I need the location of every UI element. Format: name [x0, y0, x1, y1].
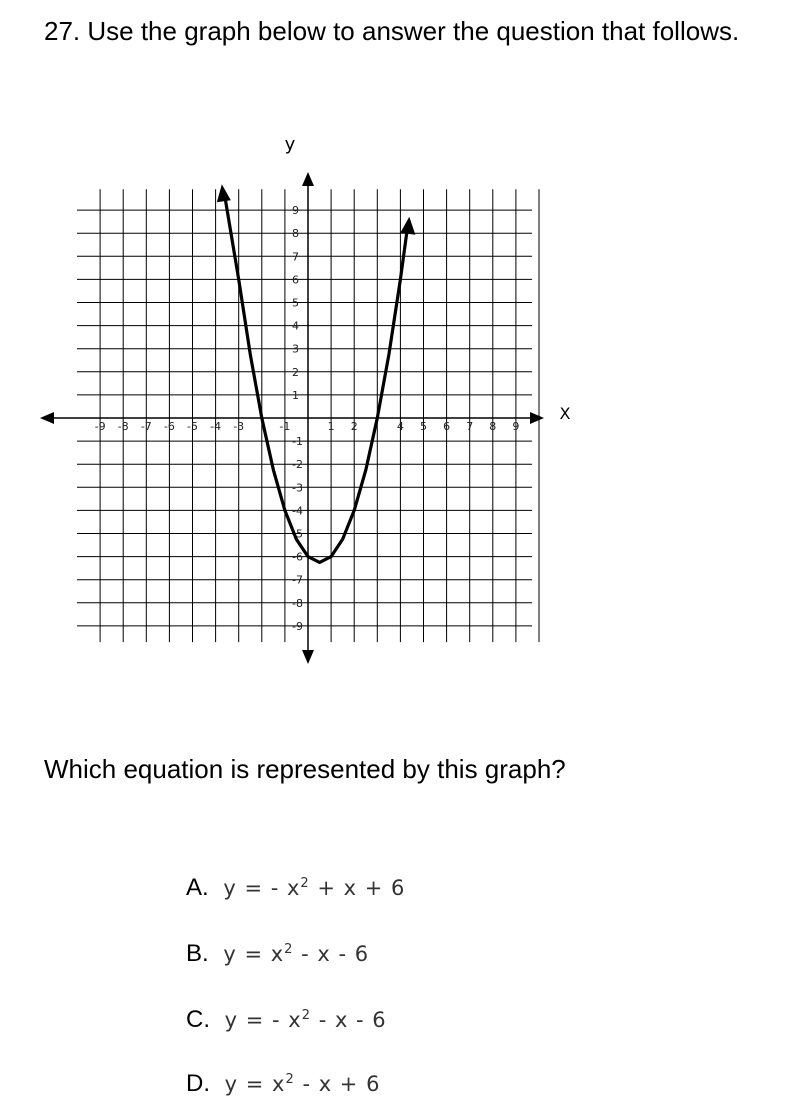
y-axis-top-arrow [302, 172, 314, 186]
y-tick-label: -6 [292, 550, 303, 564]
choice-d[interactable] [186, 1070, 380, 1098]
y-tick-label: -3 [292, 481, 303, 495]
parabola-line [225, 196, 407, 562]
x-axis-right-arrow [530, 412, 544, 424]
y-tick-label: 2 [292, 365, 299, 379]
y-tick-label: 3 [292, 342, 299, 356]
y-tick-label: 5 [292, 296, 299, 310]
axes [40, 172, 544, 664]
y-tick-label: 6 [292, 273, 299, 287]
y-tick-label: -5 [292, 527, 303, 541]
y-tick-label: -4 [292, 504, 303, 518]
x-tick-label: -5 [187, 420, 198, 433]
y-axis-bottom-arrow [302, 650, 314, 664]
choice-letter: B. [186, 940, 209, 967]
x-tick-label: 2 [350, 420, 358, 433]
y-tick-label: -1 [292, 435, 303, 449]
x-tick-label: 4 [396, 420, 404, 433]
x-tick-label: 7 [466, 420, 474, 433]
x-axis-label: X [559, 404, 571, 423]
y-tick-label: -8 [292, 596, 303, 610]
choice-b[interactable] [186, 940, 369, 968]
x-tick-label: 8 [489, 420, 497, 433]
choice-letter: A. [186, 874, 209, 901]
x-tick-label: -7 [140, 420, 152, 433]
x-tick-label: -9 [94, 420, 106, 433]
choice-equation: $y = x^2 - x + 6$ [224, 1072, 381, 1096]
x-tick-label: -8 [117, 420, 129, 433]
y-tick-label: 7 [292, 250, 299, 264]
x-tick-label: -4 [210, 420, 222, 433]
choice-equation: y = - $x^2 + x + 6$ [223, 876, 406, 900]
choice-c[interactable] [186, 1006, 387, 1034]
x-tick-label: -1 [279, 420, 291, 433]
x-tick-label: -3 [233, 420, 245, 433]
x-tick-label: 5 [420, 420, 427, 433]
x-tick-label: -6 [163, 420, 175, 433]
choice-equation: $y = x^2 - x - 6$ [223, 942, 370, 966]
curve-left-arrow [217, 184, 231, 202]
choice-letter: C. [186, 1006, 210, 1033]
y-tick-label: -7 [292, 573, 303, 587]
parabola-curve [217, 184, 415, 562]
y-axis-label: y [284, 134, 296, 155]
x-tick-label: 6 [443, 420, 451, 433]
x-tick-label: 9 [512, 420, 520, 433]
question-prompt: Which equation is represented by this graph? [44, 754, 566, 784]
choice-letter: D. [186, 1070, 210, 1097]
y-tick-label: 4 [292, 319, 299, 333]
curve-right-arrow [400, 217, 415, 235]
choice-a[interactable] [186, 874, 405, 902]
x-tick-label: 1 [327, 420, 335, 433]
x-axis-left-arrow [40, 412, 54, 424]
y-tick-label: 8 [292, 227, 299, 241]
y-tick-label: 9 [292, 204, 299, 218]
question-title: 27. Use the graph below to answer the question that follows. [44, 16, 740, 46]
y-tick-label: 1 [292, 388, 299, 402]
y-tick-label: -9 [292, 619, 303, 633]
choice-equation: y = - $x^2$ - x - 6 [224, 1008, 387, 1032]
y-tick-label: -2 [292, 458, 303, 472]
